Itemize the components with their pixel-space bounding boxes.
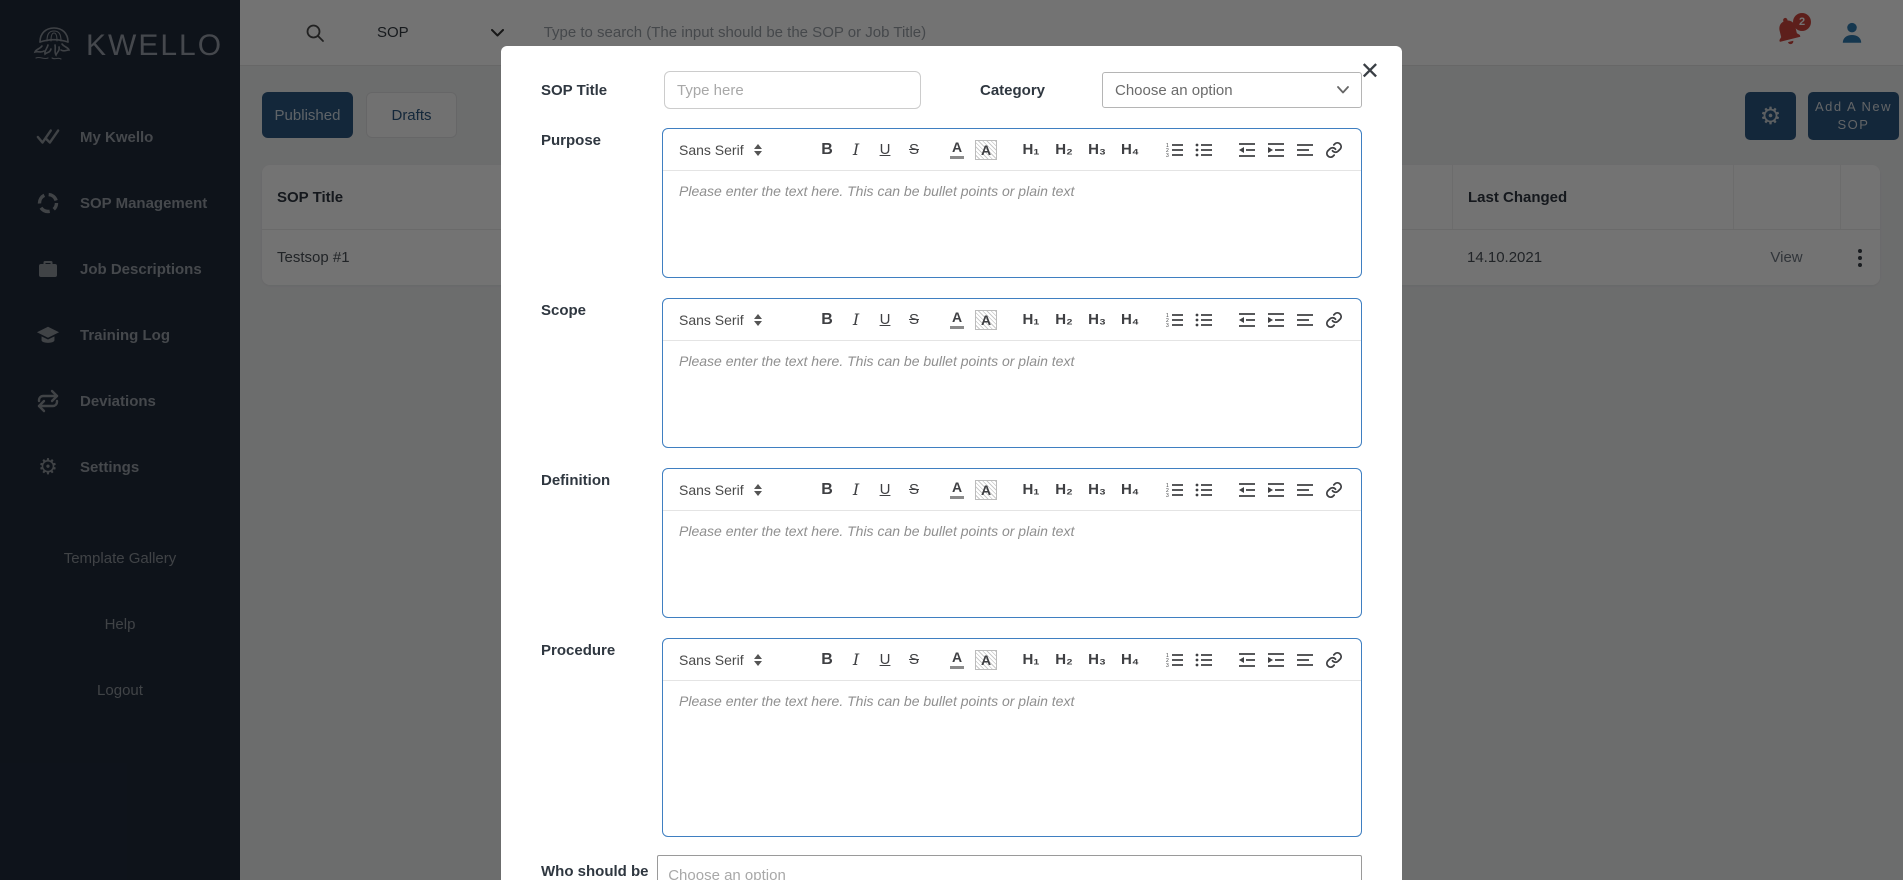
editor-toolbar	[663, 129, 1361, 171]
heading-3-button[interactable]: H₃	[1084, 647, 1110, 673]
heading-4-button[interactable]: H₄	[1117, 307, 1143, 333]
text-color-button[interactable]: A	[946, 307, 968, 333]
ordered-list-button[interactable]	[1164, 137, 1186, 163]
heading-1-button[interactable]: H₁	[1018, 647, 1044, 673]
editor-placeholder: Please enter the text here. This can be bullet points or plain text	[679, 693, 1075, 709]
bold-button[interactable]: B	[816, 307, 838, 333]
bold-button[interactable]: B	[816, 647, 838, 673]
heading-2-button[interactable]: H₂	[1051, 137, 1077, 163]
section-label: Procedure	[541, 642, 616, 659]
ordered-list-button[interactable]	[1164, 307, 1186, 333]
align-button[interactable]	[1294, 477, 1316, 503]
modal-section	[541, 468, 1362, 618]
indent-button[interactable]	[1265, 307, 1287, 333]
outdent-button[interactable]	[1236, 137, 1258, 163]
svg-text:2: 2	[1166, 487, 1169, 494]
svg-text:2: 2	[1166, 147, 1169, 154]
heading-2-button[interactable]: H₂	[1051, 647, 1077, 673]
background-color-button[interactable]: A	[975, 310, 997, 330]
strikethrough-button[interactable]: S	[903, 477, 925, 503]
editor-text-area[interactable]	[663, 511, 1361, 553]
heading-1-button[interactable]: H₁	[1018, 307, 1044, 333]
editor-toolbar	[663, 639, 1361, 681]
strikethrough-button[interactable]: S	[903, 307, 925, 333]
indent-button[interactable]	[1265, 137, 1287, 163]
bullet-list-button[interactable]	[1193, 647, 1215, 673]
rich-text-editor	[662, 128, 1362, 278]
text-color-button[interactable]: A	[946, 647, 968, 673]
svg-text:3: 3	[1166, 322, 1169, 328]
svg-text:1: 1	[1166, 652, 1169, 659]
italic-button[interactable]: I	[845, 477, 867, 503]
font-family-value: Sans Serif	[679, 651, 744, 668]
align-button[interactable]	[1294, 137, 1316, 163]
updown-arrows-icon	[754, 314, 762, 326]
modal-section	[541, 128, 1362, 278]
editor-text-area[interactable]	[663, 681, 1361, 723]
section-label: Definition	[541, 472, 611, 489]
font-family-select[interactable]	[679, 652, 795, 668]
category-select[interactable]	[1102, 72, 1362, 108]
heading-3-button[interactable]: H₃	[1084, 477, 1110, 503]
underline-button[interactable]: U	[874, 137, 896, 163]
background-color-button[interactable]: A	[975, 140, 997, 160]
editor-toolbar	[663, 299, 1361, 341]
underline-button[interactable]: U	[874, 647, 896, 673]
svg-text:3: 3	[1166, 662, 1169, 668]
svg-text:2: 2	[1166, 657, 1169, 664]
editor-placeholder: Please enter the text here. This can be bullet points or plain text	[679, 523, 1075, 539]
font-family-value: Sans Serif	[679, 141, 744, 158]
section-label: Purpose	[541, 132, 602, 149]
underline-button[interactable]: U	[874, 307, 896, 333]
svg-text:1: 1	[1166, 482, 1169, 489]
editor-placeholder: Please enter the text here. This can be bullet points or plain text	[679, 183, 1075, 199]
rich-text-editor	[662, 298, 1362, 448]
heading-4-button[interactable]: H₄	[1117, 477, 1143, 503]
bullet-list-button[interactable]	[1193, 137, 1215, 163]
modal-top-row	[541, 70, 1362, 110]
bullet-list-button[interactable]	[1193, 477, 1215, 503]
link-button[interactable]	[1323, 137, 1345, 163]
chevron-down-icon	[1337, 86, 1349, 94]
editor-toolbar	[663, 469, 1361, 511]
heading-4-button[interactable]: H₄	[1117, 137, 1143, 163]
updown-arrows-icon	[754, 654, 762, 666]
close-icon[interactable]: ✕	[1359, 58, 1380, 85]
link-button[interactable]	[1323, 647, 1345, 673]
updown-arrows-icon	[754, 484, 762, 496]
heading-1-button[interactable]: H₁	[1018, 477, 1044, 503]
heading-1-button[interactable]: H₁	[1018, 137, 1044, 163]
bold-button[interactable]: B	[816, 477, 838, 503]
modal-section	[541, 638, 1362, 837]
updown-arrows-icon	[754, 144, 762, 156]
align-button[interactable]	[1294, 307, 1316, 333]
sop-title-input[interactable]	[664, 71, 921, 109]
link-button[interactable]	[1323, 307, 1345, 333]
text-color-button[interactable]: A	[946, 477, 968, 503]
category-select-value: Choose an option	[1115, 81, 1233, 99]
italic-button[interactable]: I	[845, 307, 867, 333]
ordered-list-button[interactable]	[1164, 477, 1186, 503]
text-color-button[interactable]: A	[946, 137, 968, 163]
editor-text-area[interactable]	[663, 341, 1361, 383]
svg-text:3: 3	[1166, 492, 1169, 498]
underline-button[interactable]: U	[874, 477, 896, 503]
heading-2-button[interactable]: H₂	[1051, 477, 1077, 503]
ordered-list-button[interactable]	[1164, 647, 1186, 673]
svg-text:1: 1	[1166, 142, 1169, 149]
heading-3-button[interactable]: H₃	[1084, 307, 1110, 333]
editor-text-area[interactable]	[663, 171, 1361, 213]
editor-placeholder: Please enter the text here. This can be bullet points or plain text	[679, 353, 1075, 369]
rich-text-editor	[662, 638, 1362, 837]
who-should-be-label: Who should be	[541, 863, 649, 880]
svg-text:2: 2	[1166, 317, 1169, 324]
italic-button[interactable]: I	[845, 137, 867, 163]
add-sop-modal	[501, 46, 1402, 880]
indent-button[interactable]	[1265, 477, 1287, 503]
heading-4-button[interactable]: H₄	[1117, 647, 1143, 673]
font-family-value: Sans Serif	[679, 481, 744, 498]
svg-text:1: 1	[1166, 312, 1169, 319]
font-family-select[interactable]	[679, 142, 795, 158]
indent-button[interactable]	[1265, 647, 1287, 673]
outdent-button[interactable]	[1236, 647, 1258, 673]
strikethrough-button[interactable]: S	[903, 647, 925, 673]
category-label: Category	[980, 81, 1046, 99]
sop-title-label: SOP Title	[541, 81, 608, 99]
font-family-select[interactable]	[679, 482, 795, 498]
link-button[interactable]	[1323, 477, 1345, 503]
rich-text-editor	[662, 468, 1362, 618]
who-should-be-input[interactable]	[657, 855, 1362, 880]
modal-section	[541, 298, 1362, 448]
outdent-button[interactable]	[1236, 477, 1258, 503]
svg-text:3: 3	[1166, 152, 1169, 158]
outdent-button[interactable]	[1236, 307, 1258, 333]
modal-sections	[541, 128, 1362, 837]
background-color-button[interactable]: A	[975, 650, 997, 670]
strikethrough-button[interactable]: S	[903, 137, 925, 163]
bullet-list-button[interactable]	[1193, 307, 1215, 333]
align-button[interactable]	[1294, 647, 1316, 673]
heading-3-button[interactable]: H₃	[1084, 137, 1110, 163]
font-family-select[interactable]	[679, 312, 795, 328]
font-family-value: Sans Serif	[679, 311, 744, 328]
heading-2-button[interactable]: H₂	[1051, 307, 1077, 333]
italic-button[interactable]: I	[845, 647, 867, 673]
background-color-button[interactable]: A	[975, 480, 997, 500]
section-label: Scope	[541, 302, 587, 319]
who-should-be-row	[541, 855, 1362, 880]
bold-button[interactable]: B	[816, 137, 838, 163]
